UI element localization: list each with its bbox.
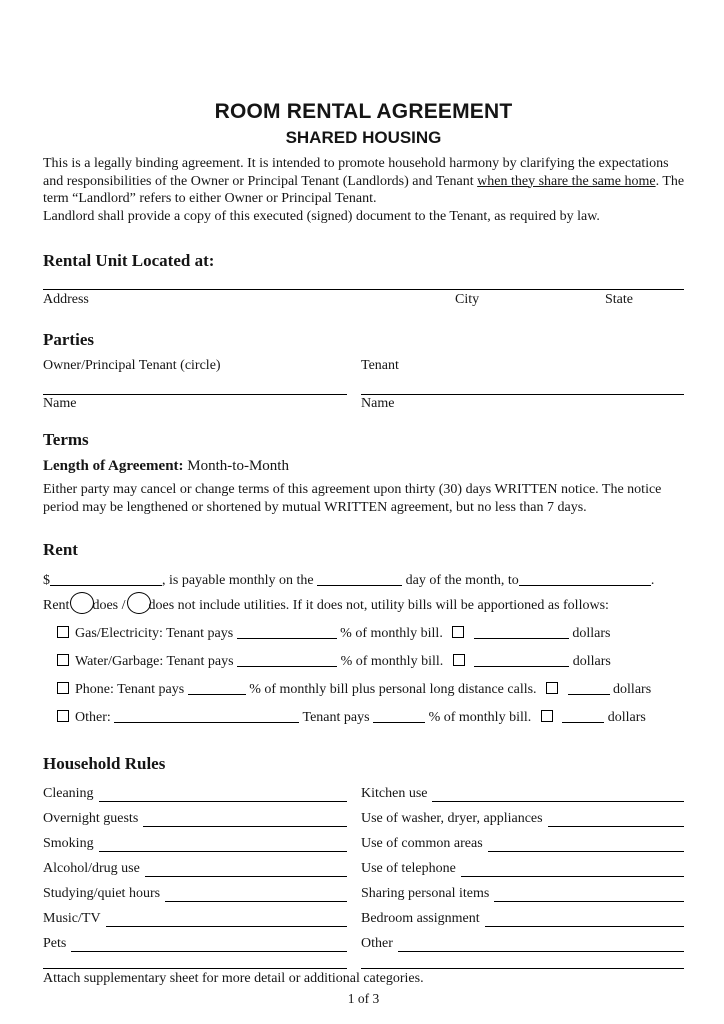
other-description-blank[interactable] xyxy=(114,710,299,723)
rule-label: Music/TV xyxy=(43,911,101,926)
intro-text-2: . The term “Landlord” refers to either Owner or Principal Tenant. xyxy=(43,173,685,206)
rule-row-studying-quiet-hours xyxy=(43,886,347,902)
supplementary-lines-row xyxy=(43,968,684,969)
other-percent-blank[interactable] xyxy=(373,710,425,723)
address-labels-row xyxy=(43,292,684,310)
utility-row-water-garbage xyxy=(43,654,684,670)
water-dollars-label: dollars xyxy=(572,654,611,669)
rule-label: Sharing personal items xyxy=(361,886,490,901)
name-lines-row xyxy=(43,394,684,395)
length-of-agreement-label: Length of Agreement: xyxy=(43,458,184,474)
rule-row-common-areas xyxy=(361,836,684,852)
phone-dollars-blank[interactable] xyxy=(568,682,610,695)
rule-blank[interactable] xyxy=(99,839,347,852)
rule-blank[interactable] xyxy=(99,789,347,802)
tenant-name-label: Name xyxy=(361,396,395,411)
rule-blank[interactable] xyxy=(461,864,684,877)
doc-title: ROOM RENTAL AGREEMENT xyxy=(214,100,513,123)
rule-row-washer-dryer xyxy=(361,811,684,827)
section-heading-parties: Parties xyxy=(43,330,94,349)
supplementary-line-left[interactable] xyxy=(43,968,347,969)
city-label: City xyxy=(455,292,480,307)
phone-mid-text: % of monthly bill plus personal long distance calls. xyxy=(249,682,537,697)
slash-separator: / xyxy=(121,598,126,613)
does-option-circle[interactable] xyxy=(70,592,94,614)
rent-utilities-line xyxy=(43,592,684,614)
other-dollars-label: dollars xyxy=(607,710,646,725)
rule-blank[interactable] xyxy=(71,939,347,952)
footer-note: Attach supplementary sheet for more detail or additional categories. xyxy=(43,971,424,986)
rent-line-period: . xyxy=(650,573,655,588)
rule-row-alcohol-drug-use xyxy=(43,861,347,877)
rule-row-music-tv xyxy=(43,911,347,927)
rule-blank[interactable] xyxy=(488,839,684,852)
gas-dollars-blank[interactable] xyxy=(474,626,569,639)
rule-row-overnight-guests xyxy=(43,811,347,827)
gas-electricity-label: Gas/Electricity: Tenant pays xyxy=(75,626,234,641)
rule-label: Smoking xyxy=(43,836,94,851)
intro-line-2: Landlord shall provide a copy of this executed (signed) document to the Tenant, as required by law. xyxy=(43,208,600,224)
rule-label: Use of common areas xyxy=(361,836,483,851)
length-of-agreement-value: Month-to-Month xyxy=(187,458,289,474)
does-not-option-label: does not include utilities. If it does not, utility bills will be apportioned as follows: xyxy=(148,598,609,613)
rule-label: Use of washer, dryer, appliances xyxy=(361,811,543,826)
gas-dollars-checkbox[interactable] xyxy=(452,626,464,638)
rent-day-text: day of the month, to xyxy=(405,573,519,588)
rule-blank[interactable] xyxy=(165,889,347,902)
other-dollars-checkbox[interactable] xyxy=(541,710,553,722)
rule-row-other xyxy=(361,936,684,952)
utility-row-other xyxy=(43,710,684,726)
water-mid-text: % of monthly bill. xyxy=(340,654,444,669)
rule-label: Kitchen use xyxy=(361,786,428,801)
owner-principal-tenant-label[interactable]: Owner/Principal Tenant (circle) xyxy=(43,358,221,373)
rule-label: Pets xyxy=(43,936,67,951)
state-label: State xyxy=(605,292,633,307)
rule-blank[interactable] xyxy=(485,914,684,927)
doc-subtitle: SHARED HOUSING xyxy=(285,128,442,147)
notice-paragraph: Either party may cancel or change terms of this agreement upon thirty (30) days WRITTEN notice. The notice period may be lengthened or shortened by mutual WRITTEN agreement, but no less than 7 days. xyxy=(43,482,662,515)
address-label: Address xyxy=(43,292,89,307)
dollar-sign: $ xyxy=(43,573,50,588)
utility-row-gas-electricity xyxy=(43,626,684,642)
owner-name-fill-line[interactable] xyxy=(43,394,347,395)
tenant-name-fill-line[interactable] xyxy=(361,394,684,395)
rule-blank[interactable] xyxy=(494,889,684,902)
rule-label: Alcohol/drug use xyxy=(43,861,140,876)
water-percent-blank[interactable] xyxy=(237,654,337,667)
rule-row-cleaning xyxy=(43,786,347,802)
rule-row-smoking xyxy=(43,836,347,852)
phone-checkbox[interactable] xyxy=(57,682,69,694)
tenant-label: Tenant xyxy=(361,358,399,373)
rule-blank[interactable] xyxy=(548,814,684,827)
water-dollars-checkbox[interactable] xyxy=(453,654,465,666)
utility-row-phone xyxy=(43,682,684,698)
rule-row-kitchen-use xyxy=(361,786,684,802)
rule-label: Other xyxy=(361,936,393,951)
intro-text-1: This is a legally binding agreement. It is intended to promote household harmony by clarifying the expectations and responsibilities of the Owner or Principal Tenant (Landlords) and Tenant xyxy=(43,156,669,189)
phone-percent-blank[interactable] xyxy=(188,682,246,695)
rent-amount-blank[interactable] xyxy=(50,573,162,586)
water-garbage-label: Water/Garbage: Tenant pays xyxy=(75,654,234,669)
rule-blank[interactable] xyxy=(432,789,684,802)
owner-name-label: Name xyxy=(43,396,77,411)
length-of-agreement-line xyxy=(43,458,684,475)
intro-paragraph xyxy=(43,155,688,225)
rule-label: Overnight guests xyxy=(43,811,139,826)
intro-underlined-phrase: when they share the same home xyxy=(477,173,656,189)
does-not-option-circle[interactable] xyxy=(127,592,151,614)
name-labels-row xyxy=(43,396,684,412)
section-heading-rental-unit: Rental Unit Located at: xyxy=(43,251,215,270)
water-dollars-blank[interactable] xyxy=(474,654,569,667)
rule-blank[interactable] xyxy=(143,814,347,827)
rule-blank[interactable] xyxy=(106,914,347,927)
gas-electricity-checkbox[interactable] xyxy=(57,626,69,638)
party-labels-row xyxy=(43,358,684,374)
rule-row-pets xyxy=(43,936,347,952)
other-tenant-pays-text: Tenant pays xyxy=(302,710,370,725)
gas-percent-blank[interactable] xyxy=(237,626,337,639)
rule-row-bedroom-assignment xyxy=(361,911,684,927)
phone-dollars-checkbox[interactable] xyxy=(546,682,558,694)
other-utility-label: Other: xyxy=(75,710,111,725)
rent-payee-blank[interactable] xyxy=(519,573,651,586)
rent-payable-text: , is payable monthly on the xyxy=(162,573,314,588)
other-mid-text: % of monthly bill. xyxy=(428,710,532,725)
rule-row-sharing-personal-items xyxy=(361,886,684,902)
section-heading-rent: Rent xyxy=(43,540,78,559)
rule-label: Studying/quiet hours xyxy=(43,886,161,901)
rule-label: Use of telephone xyxy=(361,861,456,876)
rent-payment-line xyxy=(43,573,684,589)
other-dollars-blank[interactable] xyxy=(562,710,604,723)
phone-label: Phone: Tenant pays xyxy=(75,682,185,697)
phone-dollars-label: dollars xyxy=(613,682,652,697)
household-rules-grid xyxy=(43,786,684,952)
rule-label: Bedroom assignment xyxy=(361,911,480,926)
rent-word: Rent xyxy=(43,598,70,613)
address-fill-line[interactable] xyxy=(43,289,684,290)
rule-row-telephone xyxy=(361,861,684,877)
does-option-label: does xyxy=(92,598,119,613)
rent-day-blank[interactable] xyxy=(317,573,402,586)
section-heading-terms: Terms xyxy=(43,430,89,449)
other-utility-checkbox[interactable] xyxy=(57,710,69,722)
rule-blank[interactable] xyxy=(398,939,684,952)
gas-mid-text: % of monthly bill. xyxy=(340,626,443,641)
rule-blank[interactable] xyxy=(145,864,347,877)
rule-label: Cleaning xyxy=(43,786,94,801)
water-garbage-checkbox[interactable] xyxy=(57,654,69,666)
gas-dollars-label: dollars xyxy=(572,626,611,641)
supplementary-line-right[interactable] xyxy=(361,968,684,969)
page-number: 1 of 3 xyxy=(347,991,380,1006)
section-heading-household-rules: Household Rules xyxy=(43,754,166,773)
